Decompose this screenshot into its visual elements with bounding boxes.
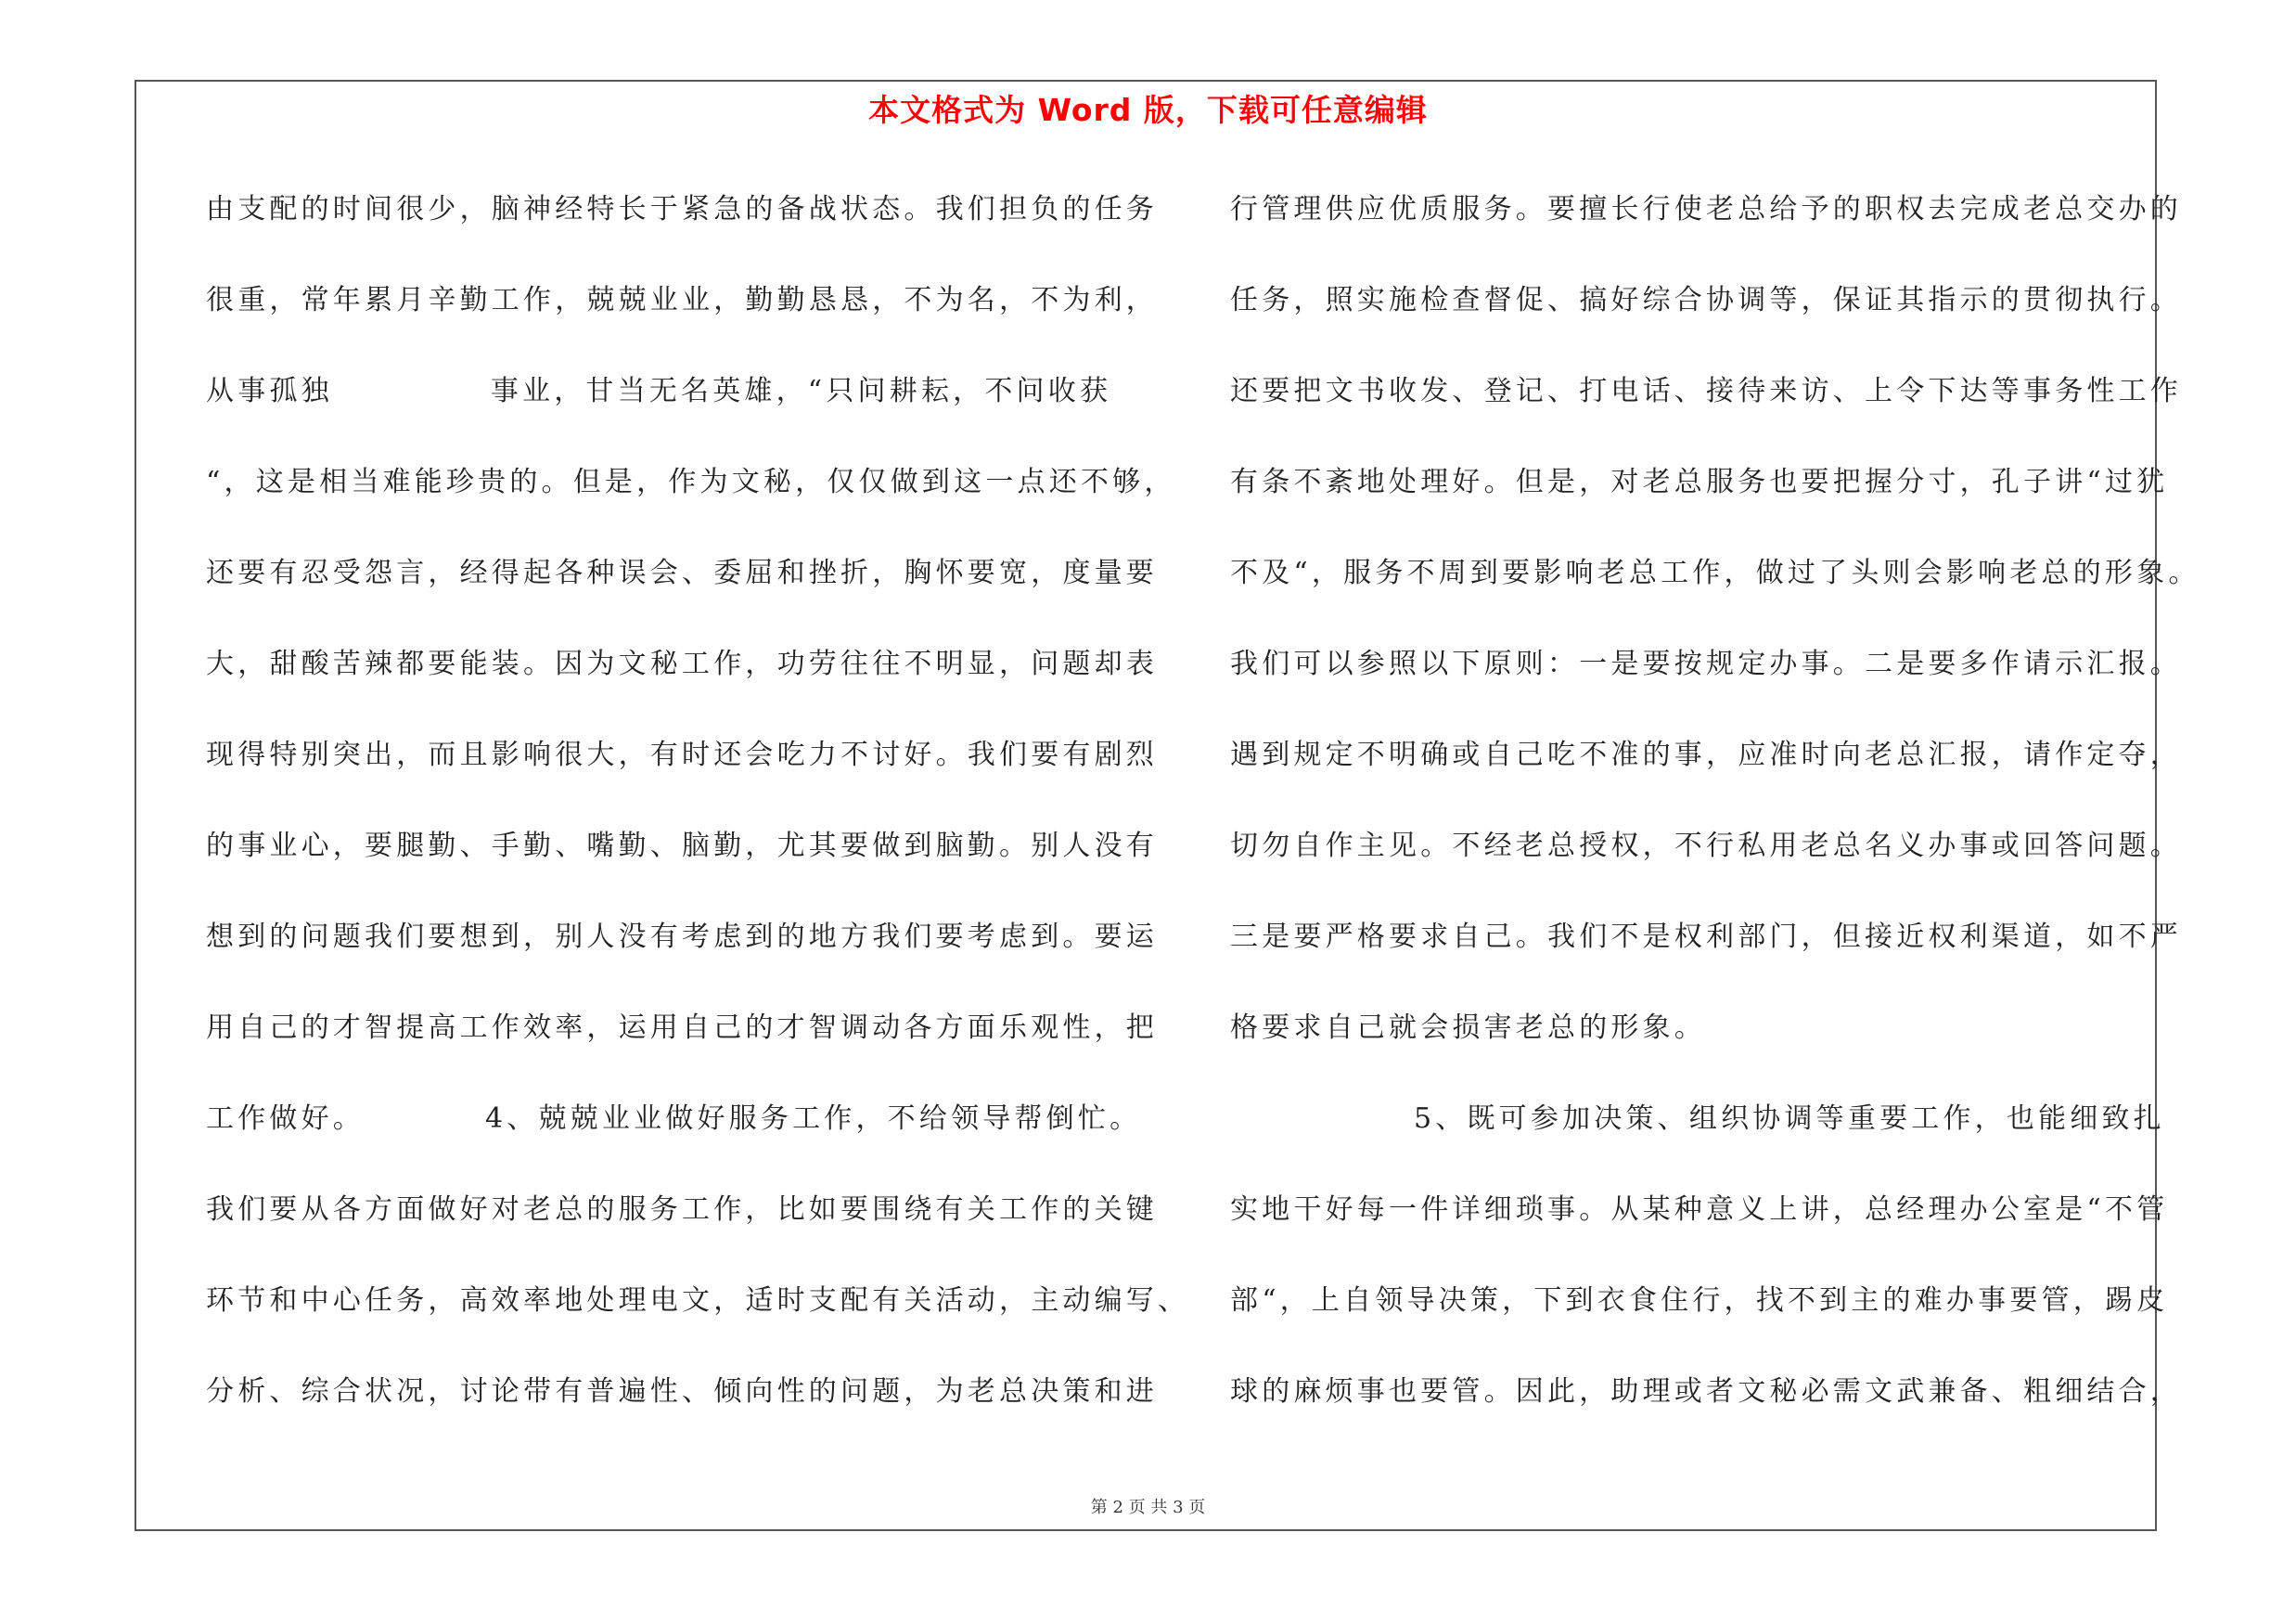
text-line: 格要求自己就会损害老总的形象。: [1230, 1011, 1706, 1044]
text-line: 想到的问题我们要想到，别人没有考虑到的地方我们要考虑到。要运: [206, 921, 1158, 953]
text-line: 行管理供应优质服务。要擅长行使老总给予的职权去完成老总交办的: [1230, 193, 2182, 225]
format-banner: 本文格式为 Word 版，下载可任意编辑: [868, 92, 1428, 128]
text-line: 很重，常年累月辛勤工作，兢兢业业，勤勤恳恳，不为名，不为利，: [206, 284, 1158, 316]
text-line: 现得特别突出，而且影响很大，有时还会吃力不讨好。我们要有剧烈: [206, 739, 1158, 771]
left-column: [206, 182, 1190, 1455]
text-line: 任务，照实施检查督促、搞好综合协调等，保证其指示的贯彻执行。: [1230, 284, 2182, 316]
text-line: 遇到规定不明确或自己吃不准的事，应准时向老总汇报，请作定夺，: [1230, 739, 2182, 771]
text-line: 的事业心，要腿勤、手勤、嘴勤、脑勤，尤其要做到脑勤。别人没有: [206, 830, 1158, 862]
page-number-footer: 第 2 页 共 3 页: [1090, 1498, 1206, 1517]
text-segment: 事业，甘当无名英雄，“只问耕耘，不问收获: [490, 375, 1112, 407]
text-line: [206, 364, 1124, 455]
text-line: 环节和中心任务，高效率地处理电文，适时支配有关活动，主动编写、: [206, 1284, 1190, 1317]
text-line: 不及“，服务不周到要影响老总工作，做过了头则会影响老总的形象。: [1230, 557, 2200, 589]
text-line: 部“，上自领导决策，下到衣食住行，找不到主的难办事要管，踢皮: [1230, 1284, 2169, 1317]
text-line: 还要把文书收发、登记、打电话、接待来访、上令下达等事务性工作: [1230, 375, 2182, 407]
text-line: 分析、综合状况，讨论带有普遍性、倾向性的问题，为老总决策和进: [206, 1375, 1158, 1408]
text-line: 实地干好每一件详细琐事。从某种意义上讲，总经理办公室是“不管: [1230, 1193, 2169, 1226]
text-line: 三是要严格要求自己。我们不是权利部门，但接近权利渠道，如不严: [1230, 921, 2182, 953]
text-line: 5、既可参加决策、组织协调等重要工作，也能细致扎: [1414, 1102, 2165, 1135]
text-segment: 4、兢兢业业做好服务工作，不给领导帮倒忙。: [485, 1102, 1142, 1135]
text-line: 我们要从各方面做好对老总的服务工作，比如要围绕有关工作的关键: [206, 1193, 1158, 1226]
text-line: 球的麻烦事也要管。因此，助理或者文秘必需文武兼备、粗细结合，: [1230, 1375, 2182, 1408]
text-segment: 从事孤独: [206, 375, 333, 407]
text-line: 有条不紊地处理好。但是，对老总服务也要把握分寸，孔子讲“过犹: [1230, 466, 2169, 498]
right-column: [1230, 182, 2200, 1455]
text-line: 大，甜酸苦辣都要能装。因为文秘工作，功劳往往不明显，问题却表: [206, 648, 1158, 680]
text-line: 用自己的才智提高工作效率，运用自己的才智调动各方面乐观性，把: [206, 1011, 1158, 1044]
text-line: 由支配的时间很少，脑神经特长于紧急的备战状态。我们担负的任务: [206, 193, 1158, 225]
text-line: 还要有忍受怨言，经得起各种误会、委屈和挫折，胸怀要宽，度量要: [206, 557, 1158, 589]
text-line: 切勿自作主见。不经老总授权，不行私用老总名义办事或回答问题。: [1230, 830, 2182, 862]
text-line: 我们可以参照以下原则：一是要按规定办事。二是要多作请示汇报。: [1230, 648, 2182, 680]
text-line: “，这是相当难能珍贵的。但是，作为文秘，仅仅做到这一点还不够，: [206, 466, 1176, 498]
text-segment: 工作做好。: [206, 1102, 365, 1135]
text-line: [206, 1091, 1142, 1182]
